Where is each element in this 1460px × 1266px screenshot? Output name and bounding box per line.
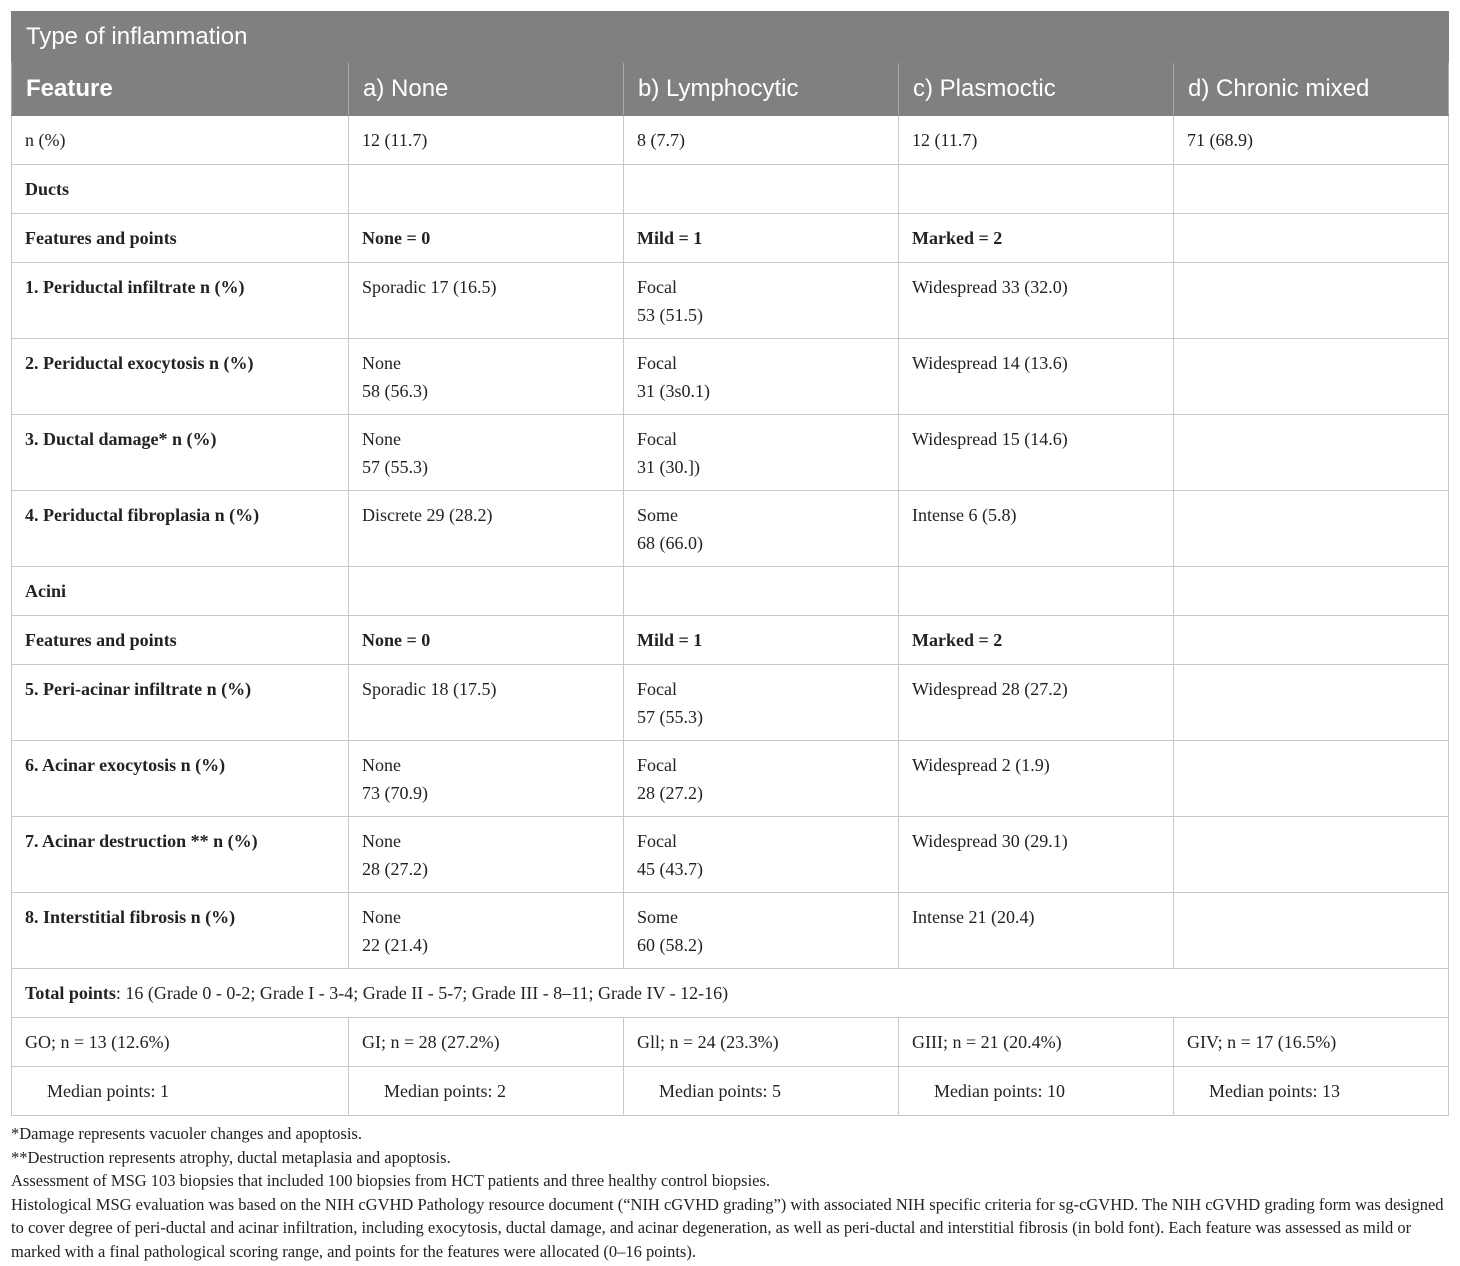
cell: Sporadic 17 (16.5) — [349, 263, 624, 339]
row-label: 3. Ductal damage* n (%) — [12, 415, 349, 491]
cell: Widespread 15 (14.6) — [899, 415, 1174, 491]
cell: Sporadic 18 (17.5) — [349, 665, 624, 741]
cell — [1174, 415, 1449, 491]
cell: Mild = 1 — [624, 214, 899, 263]
cell — [1174, 263, 1449, 339]
header-feature: Feature — [12, 63, 349, 116]
section-row-acini — [12, 567, 1449, 616]
row-label: Features and points — [12, 214, 349, 263]
footnotes — [11, 1122, 1448, 1263]
grade-cell: GIII; n = 21 (20.4%) — [899, 1018, 1174, 1067]
row-label: 8. Interstitial fibrosis n (%) — [12, 893, 349, 969]
median-row — [12, 1067, 1449, 1116]
cell: None = 0 — [349, 616, 624, 665]
cell: None 57 (55.3) — [349, 415, 624, 491]
table-row — [12, 491, 1449, 567]
cell: Widespread 14 (13.6) — [899, 339, 1174, 415]
cell: None 28 (27.2) — [349, 817, 624, 893]
table-row — [12, 893, 1449, 969]
cell — [1174, 616, 1449, 665]
header-chronic-mixed: d) Chronic mixed — [1174, 63, 1449, 116]
row-label: n (%) — [12, 116, 349, 165]
total-points-row — [12, 969, 1449, 1018]
header-none: a) None — [349, 63, 624, 116]
table-row — [12, 665, 1449, 741]
row-label: 2. Periductal exocytosis n (%) — [12, 339, 349, 415]
cell: 71 (68.9) — [1174, 116, 1449, 165]
cell: Mild = 1 — [624, 616, 899, 665]
median-cell: Median points: 13 — [1174, 1067, 1449, 1116]
cell — [1174, 491, 1449, 567]
cell: Focal 57 (55.3) — [624, 665, 899, 741]
table-title-row — [12, 12, 1449, 63]
cell: Intense 21 (20.4) — [899, 893, 1174, 969]
cell — [1174, 339, 1449, 415]
footnote: *Damage represents vacuoler changes and apoptosis. — [11, 1124, 362, 1143]
cell: None 22 (21.4) — [349, 893, 624, 969]
grade-cell: Gll; n = 24 (23.3%) — [624, 1018, 899, 1067]
median-cell: Median points: 1 — [12, 1067, 349, 1116]
table-row — [12, 263, 1449, 339]
cell: Widespread 30 (29.1) — [899, 817, 1174, 893]
cell — [899, 567, 1174, 616]
table-row — [12, 817, 1449, 893]
cell — [624, 165, 899, 214]
table-container — [11, 11, 1448, 1263]
table-row — [12, 741, 1449, 817]
section-label: Ducts — [12, 165, 349, 214]
cell: 12 (11.7) — [349, 116, 624, 165]
table-row — [12, 415, 1449, 491]
cell — [624, 567, 899, 616]
cell — [1174, 741, 1449, 817]
median-cell: Median points: 5 — [624, 1067, 899, 1116]
table-row — [12, 116, 1449, 165]
cell: Focal 31 (3s0.1) — [624, 339, 899, 415]
row-label: 1. Periductal infiltrate n (%) — [12, 263, 349, 339]
cell: None 73 (70.9) — [349, 741, 624, 817]
table-title: Type of inflammation — [12, 12, 1449, 63]
grades-row — [12, 1018, 1449, 1067]
cell: 12 (11.7) — [899, 116, 1174, 165]
cell: Widespread 33 (32.0) — [899, 263, 1174, 339]
cell: 8 (7.7) — [624, 116, 899, 165]
cell: None 58 (56.3) — [349, 339, 624, 415]
cell — [1174, 165, 1449, 214]
cell: Focal 28 (27.2) — [624, 741, 899, 817]
column-header-row — [12, 63, 1449, 116]
footnote: **Destruction represents atrophy, ductal metaplasia and apoptosis. — [11, 1147, 451, 1167]
cell — [1174, 214, 1449, 263]
inflammation-table — [11, 11, 1449, 1116]
row-label: 4. Periductal fibroplasia n (%) — [12, 491, 349, 567]
section-label: Acini — [12, 567, 349, 616]
row-label: 6. Acinar exocytosis n (%) — [12, 741, 349, 817]
header-plasmoctic: c) Plasmoctic — [899, 63, 1174, 116]
cell: Discrete 29 (28.2) — [349, 491, 624, 567]
cell — [899, 165, 1174, 214]
cell: Focal 45 (43.7) — [624, 817, 899, 893]
cell: Some 60 (58.2) — [624, 893, 899, 969]
cell — [1174, 567, 1449, 616]
cell: Some 68 (66.0) — [624, 491, 899, 567]
footnote: Assessment of MSG 103 biopsies that included 100 biopsies from HCT patients and three healthy control biopsies. — [11, 1171, 771, 1190]
grade-cell: GO; n = 13 (12.6%) — [12, 1018, 349, 1067]
total-points-cell: Total points: 16 (Grade 0 - 0-2; Grade I - 3-4; Grade II - 5-7; Grade III - 8–11; Grade IV - 12-16) — [12, 969, 1449, 1018]
section-row-ducts — [12, 165, 1449, 214]
row-label: 7. Acinar destruction ** n (%) — [12, 817, 349, 893]
median-cell: Median points: 10 — [899, 1067, 1174, 1116]
grade-cell: GI; n = 28 (27.2%) — [349, 1018, 624, 1067]
cell: Widespread 2 (1.9) — [899, 741, 1174, 817]
points-row — [12, 616, 1449, 665]
cell: Marked = 2 — [899, 214, 1174, 263]
cell: Focal 31 (30.]) — [624, 415, 899, 491]
table-row — [12, 339, 1449, 415]
cell — [349, 567, 624, 616]
cell: Intense 6 (5.8) — [899, 491, 1174, 567]
cell: Marked = 2 — [899, 616, 1174, 665]
cell — [1174, 893, 1449, 969]
header-lymphocytic: b) Lymphocytic — [624, 63, 899, 116]
cell — [1174, 817, 1449, 893]
cell: None = 0 — [349, 214, 624, 263]
row-label: 5. Peri-acinar infiltrate n (%) — [12, 665, 349, 741]
cell: Widespread 28 (27.2) — [899, 665, 1174, 741]
row-label: Features and points — [12, 616, 349, 665]
grade-cell: GIV; n = 17 (16.5%) — [1174, 1018, 1449, 1067]
cell — [349, 165, 624, 214]
points-row — [12, 214, 1449, 263]
median-cell: Median points: 2 — [349, 1067, 624, 1116]
cell: Focal 53 (51.5) — [624, 263, 899, 339]
cell — [1174, 665, 1449, 741]
footnote: Histological MSG evaluation was based on the NIH cGVHD Pathology resource document (“NIH cGVHD grading”) with associated NIH specific criteria for sg-cGVHD. The NIH cGVHD grading form was designed to cover degree of peri-ductal and acinar infiltration, including exocytosis, ductal damage, and acinar degeneration, as well as peri-ductal and interstitial fibrosis (in bold font). Each feature was assessed as mild or marked with a final pathological scoring range, and points for the features were allocated (0–16 points). — [11, 1194, 1444, 1261]
